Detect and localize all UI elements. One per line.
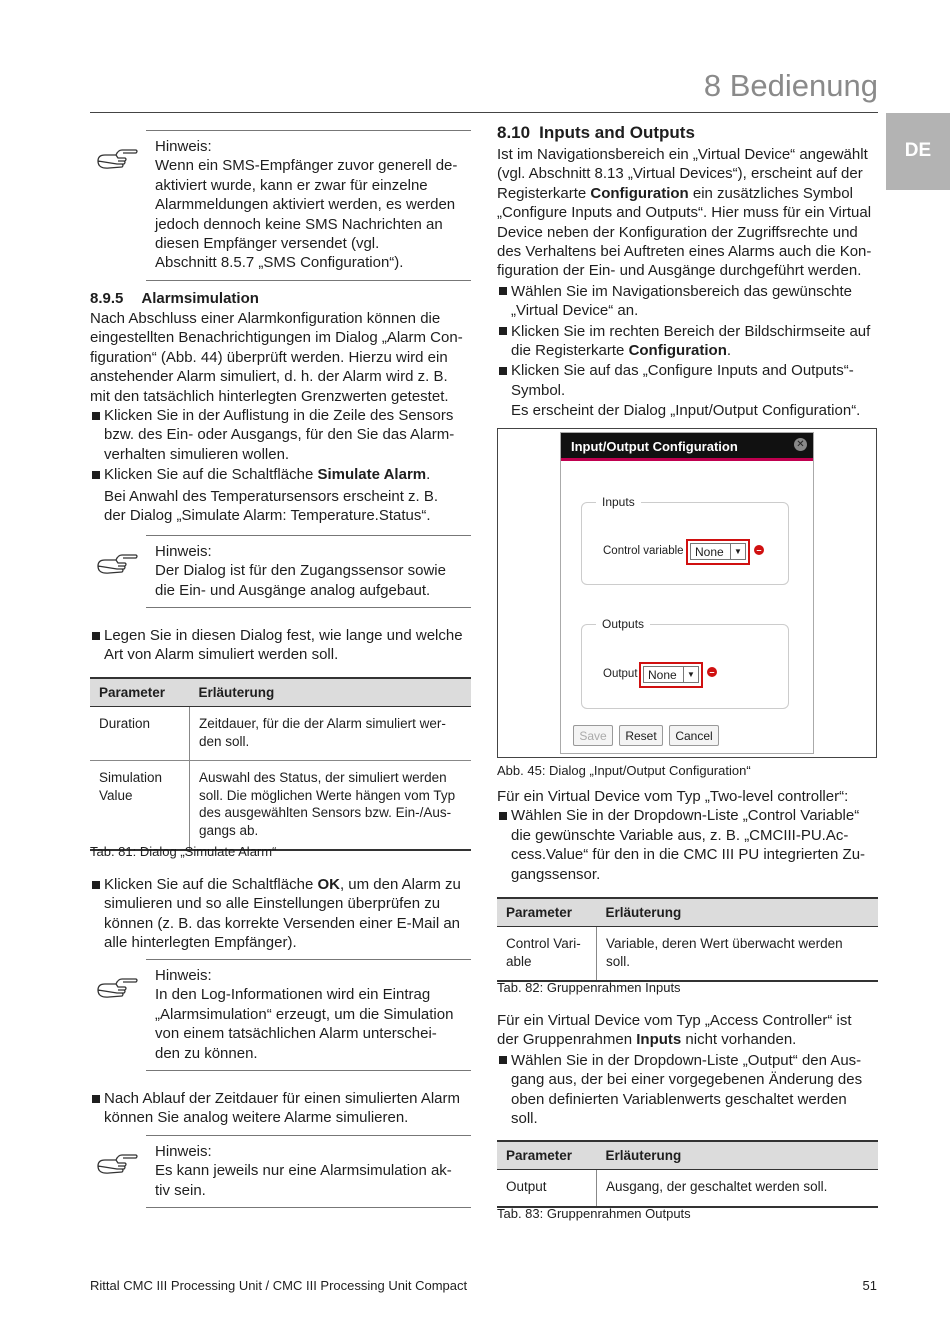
text-line: Es erscheint der Dialog „Input/Output Configuration“. bbox=[511, 402, 861, 420]
text-run: die Registerkarte bbox=[511, 342, 629, 360]
section-title: Alarmsimulation bbox=[141, 290, 259, 307]
note-line: Der Dialog ist für den Zugangssensor sowie bbox=[155, 562, 446, 580]
table-header: Erläuterung bbox=[190, 678, 472, 707]
access-block bbox=[497, 1011, 878, 1128]
text-line: Art von Alarm simuliert werden soll. bbox=[104, 646, 339, 664]
cancel-button[interactable]: Cancel bbox=[669, 725, 719, 746]
text-bold: Configuration bbox=[590, 184, 689, 202]
table-cell: Output bbox=[497, 1170, 597, 1207]
text-line: bzw. des Ein- oder Ausgangs, für den Sie das Alarm- bbox=[104, 426, 455, 444]
control-variable-label: Control variable bbox=[603, 545, 684, 557]
text-line: Klicken Sie im rechten Bereich der Bildschirmseite auf bbox=[511, 322, 871, 340]
language-tab: DE bbox=[886, 113, 950, 190]
note-single bbox=[146, 1135, 471, 1208]
table-cell: Duration bbox=[90, 707, 190, 761]
text-bold: Inputs bbox=[636, 1031, 682, 1049]
pointing-hand-icon bbox=[96, 552, 140, 576]
text-run: nicht vorhanden. bbox=[681, 1031, 797, 1049]
cell-line: Value bbox=[99, 787, 133, 803]
text-line: mit den tatsächlich hinterlegten Grenzwerten getestet. bbox=[90, 387, 449, 405]
bullet-item bbox=[497, 282, 878, 321]
error-icon: – bbox=[754, 545, 764, 555]
note-label: Hinweis: bbox=[155, 1143, 212, 1160]
table-cell bbox=[190, 761, 472, 851]
text-line: gang aus, der bei einer vorgegebenen Änderung des bbox=[511, 1071, 863, 1089]
text-line: soll. bbox=[511, 1110, 538, 1128]
cell-line: Variable, deren Wert überwacht werden bbox=[606, 936, 843, 951]
text-line: Wählen Sie in der Dropdown-Liste „Output“ den Aus- bbox=[511, 1051, 862, 1069]
output-select[interactable] bbox=[639, 662, 703, 688]
table-cell bbox=[190, 707, 472, 761]
table-caption: Tab. 83: Gruppenrahmen Outputs bbox=[497, 1206, 691, 1221]
bullet-item bbox=[90, 1089, 471, 1128]
inputs-legend: Inputs bbox=[602, 495, 635, 509]
note-line: In den Log-Informationen wird ein Eintrag bbox=[155, 986, 431, 1004]
text-line: „Configure Inputs and Outputs“. Hier muss für ein Virtual bbox=[497, 204, 872, 222]
select-value: None bbox=[695, 544, 724, 559]
note-log bbox=[146, 959, 471, 1071]
footer-title: Rittal CMC III Processing Unit / CMC III Processing Unit Compact bbox=[90, 1278, 468, 1293]
text-bold: OK bbox=[317, 876, 340, 893]
note-dialog bbox=[146, 535, 471, 608]
text-line: können (z. B. das korrekte Versenden einer E-Mail an bbox=[104, 914, 461, 932]
cell-line: den soll. bbox=[199, 733, 250, 749]
text-line: figuration“ (Abb. 44) überprüft werden. Hierzu wird ein bbox=[90, 348, 448, 366]
bullet-item bbox=[497, 361, 878, 420]
note-line: „Alarmsimulation“ erzeugt, um die Simulation bbox=[155, 1005, 454, 1023]
table-header: Parameter bbox=[497, 1141, 597, 1170]
note-line: jedoch dennoch keine SMS Nachrichten an bbox=[155, 215, 443, 233]
text-line: cess.Value“ für den in die CMC III PU integrierten Zu- bbox=[511, 846, 866, 864]
text-line: Nach Abschluss einer Alarmkonfiguration können die bbox=[90, 310, 441, 327]
text-line: eingestellten Benachrichtigungen im Dialog „Alarm Con- bbox=[90, 329, 463, 347]
note-line: die Ein- und Ausgänge analog aufgebaut. bbox=[155, 581, 431, 599]
text-line: (vgl. Abschnitt 8.13 „Virtual Devices“), erscheint auf der bbox=[497, 165, 863, 183]
text-line: Legen Sie in diesen Dialog fest, wie lange und welche bbox=[104, 627, 463, 644]
text-run: ein zusätzliches Symbol bbox=[688, 184, 853, 202]
figure-caption: Abb. 45: Dialog „Input/Output Configuration“ bbox=[497, 763, 751, 778]
section-title: Inputs and Outputs bbox=[539, 123, 695, 142]
table-caption: Tab. 82: Gruppenrahmen Inputs bbox=[497, 980, 681, 995]
text-line: figuration der Ein- und Ausgänge durchgeführt werden. bbox=[497, 262, 862, 280]
text-run: Registerkarte bbox=[497, 184, 591, 202]
cell-line: Simulation bbox=[99, 770, 163, 785]
table-caption: Tab. 81: Dialog „Simulate Alarm“ bbox=[90, 844, 277, 859]
cell-line: Control Vari- bbox=[506, 936, 581, 951]
table-row bbox=[497, 1170, 878, 1207]
section-number: 8.9.5 bbox=[90, 290, 124, 307]
io-config-dialog bbox=[560, 432, 814, 754]
note-line: den zu können. bbox=[155, 1044, 258, 1062]
text-line: Ist im Navigationsbereich ein „Virtual Device“ angewählt bbox=[497, 146, 868, 163]
text-line: Device neben der Konfiguration der Zugriffsrechte und bbox=[497, 223, 858, 241]
select-value: None bbox=[648, 667, 677, 682]
table-83 bbox=[497, 1140, 878, 1208]
pointing-hand-icon bbox=[96, 1152, 140, 1176]
section-inputs-outputs bbox=[497, 123, 878, 421]
note-line: diesen Empfänger versendet (vgl. bbox=[155, 235, 380, 253]
table-header: Parameter bbox=[90, 678, 190, 707]
bullet-item bbox=[90, 465, 471, 484]
table-row bbox=[497, 927, 878, 982]
text-line: die gewünschte Variable aus, z. B. „CMCIII-PU.Ac- bbox=[511, 826, 849, 844]
table-cell: Ausgang, der geschaltet werden soll. bbox=[597, 1170, 879, 1207]
chevron-down-icon: ▼ bbox=[730, 544, 745, 559]
text-line: anstehender Alarm simuliert, d. h. der Alarm wird z. B. bbox=[90, 368, 448, 386]
note-line: Abschnitt 8.5.7 „SMS Configuration“). bbox=[155, 254, 404, 272]
table-cell bbox=[597, 927, 879, 982]
text-line: Für ein Virtual Device vom Typ „Two-level controller“: bbox=[497, 788, 849, 805]
table-header: Erläuterung bbox=[597, 1141, 879, 1170]
note-label: Hinweis: bbox=[155, 543, 212, 560]
table-header: Parameter bbox=[497, 898, 597, 927]
reset-button[interactable]: Reset bbox=[619, 725, 663, 746]
note-label: Hinweis: bbox=[155, 138, 212, 155]
bullet-item bbox=[90, 875, 471, 953]
chevron-down-icon: ▼ bbox=[683, 667, 698, 682]
inputs-group bbox=[581, 495, 789, 585]
pointing-hand-icon bbox=[96, 976, 140, 1000]
text-run: Klicken Sie auf die Schaltfläche bbox=[104, 466, 318, 484]
text-line: „Virtual Device“ an. bbox=[511, 302, 639, 320]
dialog-title: Input/Output Configuration bbox=[561, 433, 813, 461]
note-line: von einem tatsächlichen Alarm unterschei- bbox=[155, 1025, 437, 1043]
table-81 bbox=[90, 677, 471, 851]
text-line: Klicken Sie auf das „Configure Inputs and Outputs“- bbox=[511, 362, 854, 380]
bullet-block bbox=[90, 1089, 471, 1128]
note-label: Hinweis: bbox=[155, 967, 212, 984]
bullet-item bbox=[497, 806, 878, 884]
two-level-block bbox=[497, 787, 878, 884]
text-line: Nach Ablauf der Zeitdauer für einen simulierten Alarm bbox=[104, 1090, 461, 1107]
cell-line: gangs ab. bbox=[199, 822, 259, 838]
note-line: Wenn ein SMS-Empfänger zuvor generell de- bbox=[155, 157, 458, 175]
text-line: des Verhaltens bei Auftreten eines Alarms auch die Kon- bbox=[497, 243, 872, 261]
text-line: der Dialog „Simulate Alarm: Temperature.Status“. bbox=[104, 507, 431, 525]
text-line: oben definierten Variablenwerts geschaltet werden bbox=[511, 1090, 847, 1108]
bullet-block bbox=[90, 875, 471, 953]
section-number: 8.10 bbox=[497, 123, 531, 142]
figure-dialog bbox=[497, 428, 877, 758]
text-run: der Gruppenrahmen bbox=[497, 1031, 637, 1049]
text-line: Symbol. bbox=[511, 381, 566, 399]
cell-line: Zeitdauer, für die der Alarm simuliert wer- bbox=[199, 716, 446, 731]
note-line: Alarmmeldungen aktiviert werden, es werden bbox=[155, 196, 456, 214]
text-line: Für ein Virtual Device vom Typ „Access Controller“ ist bbox=[497, 1012, 852, 1029]
cell-line: soll. bbox=[606, 953, 631, 969]
text-line: können Sie analog weitere Alarme simulieren. bbox=[104, 1109, 409, 1127]
section-heading bbox=[497, 123, 878, 143]
close-icon[interactable]: ✕ bbox=[794, 438, 807, 451]
text-line: Klicken Sie in der Auflistung in die Zeile des Sensors bbox=[104, 407, 454, 425]
note-line: Es kann jeweils nur eine Alarmsimulation ak- bbox=[155, 1162, 452, 1180]
header-rule bbox=[90, 112, 878, 113]
bullet-item bbox=[90, 406, 471, 464]
page-number: 51 bbox=[862, 1278, 877, 1293]
table-82 bbox=[497, 897, 878, 982]
cell-line: soll. Die möglichen Werte hängen vom Typ bbox=[199, 787, 456, 803]
note-sms bbox=[146, 130, 471, 281]
bullet-item bbox=[497, 322, 878, 361]
outputs-legend: Outputs bbox=[602, 617, 645, 631]
section-heading bbox=[90, 290, 471, 307]
section-alarmsimulation bbox=[90, 290, 471, 525]
output-label: Output bbox=[603, 668, 638, 680]
text-line: alle hinterlegten Empfänger). bbox=[104, 934, 297, 952]
text-line: Wählen Sie in der Dropdown-Liste „Control Variable“ bbox=[511, 807, 860, 825]
text-bold: Simulate Alarm bbox=[317, 466, 427, 484]
note-line: aktiviert wurde, kann er zwar für einzelne bbox=[155, 176, 428, 194]
text-run: , um den Alarm zu bbox=[339, 876, 461, 893]
error-icon: – bbox=[707, 667, 717, 677]
text-run: Klicken Sie auf die Schaltfläche bbox=[104, 876, 318, 893]
table-header: Erläuterung bbox=[597, 898, 879, 927]
cell-line: des ausgewählten Sensors bzw. Ein-/Aus- bbox=[199, 805, 452, 820]
text-run: . bbox=[426, 466, 431, 484]
table-row bbox=[90, 707, 471, 761]
cell-line: able bbox=[506, 953, 532, 969]
text-bold: Configuration bbox=[628, 342, 727, 360]
bullet-item bbox=[90, 626, 471, 665]
text-line: Bei Anwahl des Temperatursensors erscheint z. B. bbox=[104, 487, 439, 505]
chapter-title: 8 Bedienung bbox=[703, 68, 878, 103]
text-run: . bbox=[726, 342, 732, 360]
text-line: gangssensor. bbox=[511, 865, 601, 883]
table-cell bbox=[497, 927, 597, 982]
bullet-item bbox=[497, 1051, 878, 1129]
text-line: verhalten simulieren wollen. bbox=[104, 445, 290, 463]
text-line: simulieren und so alle Einstellungen überprüfen zu bbox=[104, 895, 441, 913]
cell-line: Auswahl des Status, der simuliert werden bbox=[199, 770, 447, 785]
table-cell bbox=[90, 761, 190, 851]
note-line: tiv sein. bbox=[155, 1181, 206, 1199]
bullet-block bbox=[90, 626, 471, 665]
pointing-hand-icon bbox=[96, 147, 140, 171]
text-line: Wählen Sie im Navigationsbereich das gewünschte bbox=[511, 282, 853, 300]
table-row bbox=[90, 761, 471, 851]
control-variable-select[interactable] bbox=[686, 539, 750, 565]
save-button[interactable]: Save bbox=[573, 725, 613, 746]
